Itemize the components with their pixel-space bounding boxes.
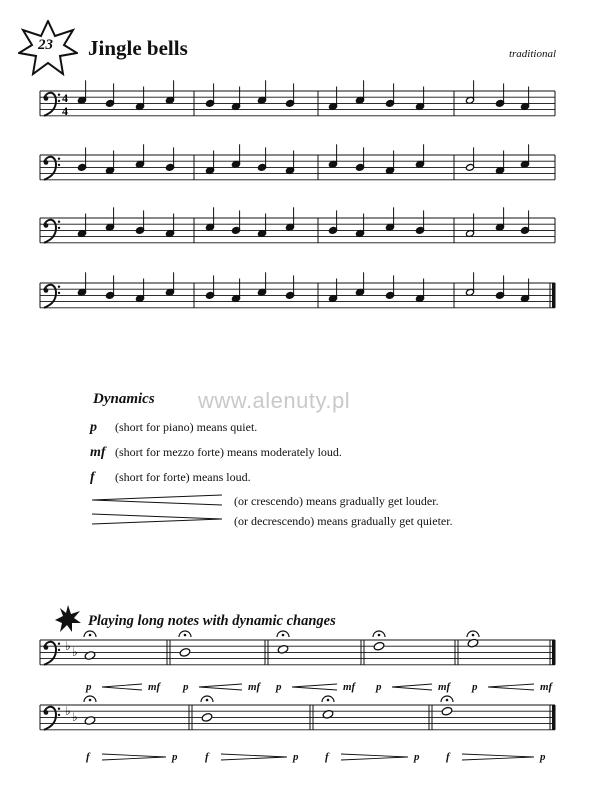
dynamic-symbol: f — [90, 470, 95, 485]
hairpin-icon — [488, 687, 534, 690]
hairpin-icon — [221, 754, 287, 757]
decrescendo-description: (or decrescendo) means gradually get quieter. — [234, 514, 453, 528]
dynamic-mark: mf — [438, 681, 451, 693]
hairpin-icon — [199, 687, 242, 690]
fermata-icon — [327, 699, 330, 702]
note-head — [201, 712, 213, 722]
dynamics-item — [90, 445, 342, 461]
dynamic-mark: mf — [148, 681, 161, 693]
dynamic-mark: f — [205, 751, 209, 763]
bass-clef-icon — [44, 710, 49, 715]
note-head — [373, 641, 385, 651]
piece-credit: traditional — [508, 48, 556, 60]
flat-icon: ♭ — [65, 639, 71, 653]
hairpin-icon — [221, 757, 287, 760]
dynamic-description: (short for piano) means quiet. — [115, 420, 258, 434]
bass-clef-icon — [58, 94, 60, 96]
bass-clef-icon — [58, 100, 60, 102]
dynamics-item — [90, 420, 257, 436]
dynamic-mark: p — [376, 681, 382, 693]
bass-clef-icon — [58, 286, 60, 288]
bass-clef-icon — [58, 164, 60, 166]
dynamic-mark: f — [325, 751, 329, 763]
dynamics-item — [90, 470, 251, 486]
crescendo-hairpin-icon — [92, 495, 222, 505]
bass-clef-icon — [44, 96, 49, 101]
dynamic-symbol: p — [90, 420, 97, 435]
hairpin-icon — [102, 754, 166, 757]
hairpin-icon — [102, 687, 142, 690]
hairpin-icon — [462, 754, 534, 757]
hairpin-icon — [488, 684, 534, 687]
decrescendo-hairpin-icon — [92, 514, 222, 524]
flat-icon: ♭ — [72, 710, 78, 724]
hairpin-icon — [392, 687, 432, 690]
final-barline — [552, 640, 556, 665]
dynamic-mark: p — [540, 751, 546, 763]
dynamic-mark: f — [86, 751, 90, 763]
flat-icon: ♭ — [65, 704, 71, 718]
hairpin-icon — [462, 757, 534, 760]
fermata-icon — [184, 634, 187, 637]
fermata-icon — [89, 634, 92, 637]
dynamics-heading: Dynamics — [93, 391, 155, 407]
time-signature: 4 — [62, 104, 68, 118]
fermata-icon — [378, 634, 381, 637]
dynamic-mark: mf — [248, 681, 261, 693]
dynamic-mark: mf — [540, 681, 553, 693]
fermata-icon — [446, 699, 449, 702]
piece-number: 23 — [38, 37, 53, 53]
time-signature: 4 — [62, 91, 68, 105]
bass-clef-icon — [44, 645, 49, 650]
bass-clef-icon — [58, 714, 60, 716]
dynamic-mark: p — [276, 681, 282, 693]
watermark: www.alenuty.pl — [198, 388, 351, 413]
piece-title: Jingle bells — [88, 36, 188, 60]
hairpin-icon — [199, 684, 242, 687]
dynamic-mark: p — [414, 751, 420, 763]
fermata-icon — [206, 699, 209, 702]
note-head — [441, 706, 453, 716]
dynamic-mark: p — [86, 681, 92, 693]
bass-clef-icon — [58, 708, 60, 710]
dynamic-mark: mf — [343, 681, 356, 693]
exercise-heading: Playing long notes with dynamic changes — [88, 613, 336, 629]
dynamic-mark: f — [446, 751, 450, 763]
bass-clef-icon — [44, 288, 49, 293]
bass-clef-icon — [58, 221, 60, 223]
fermata-icon — [89, 699, 92, 702]
bass-clef-icon — [58, 227, 60, 229]
hairpin-icon — [102, 684, 142, 687]
bass-clef-icon — [44, 223, 49, 228]
star-icon — [55, 605, 81, 633]
hairpin-icon — [392, 684, 432, 687]
dynamic-description: (short for forte) means loud. — [115, 470, 251, 484]
fermata-icon — [282, 634, 285, 637]
dynamic-mark: p — [183, 681, 189, 693]
hairpin-icons — [90, 494, 225, 528]
dynamic-description: (short for mezzo forte) means moderately loud. — [115, 445, 342, 459]
dynamic-mark: p — [172, 751, 178, 763]
bass-clef-icon — [58, 643, 60, 645]
hairpin-icon — [292, 684, 337, 687]
fermata-icon — [472, 634, 475, 637]
dynamic-mark: p — [472, 681, 478, 693]
bass-clef-icon — [44, 160, 49, 165]
dynamic-mark: p — [293, 751, 299, 763]
final-barline — [552, 705, 556, 730]
flat-icon: ♭ — [72, 645, 78, 659]
bass-clef-icon — [58, 649, 60, 651]
note-head — [179, 647, 191, 657]
hairpin-icon — [341, 754, 408, 757]
hairpin-icon — [292, 687, 337, 690]
hairpin-icon — [102, 757, 166, 760]
final-barline — [552, 283, 556, 308]
bass-clef-icon — [58, 292, 60, 294]
crescendo-description: (or crescendo) means gradually get louder. — [234, 494, 439, 508]
dynamic-symbol: mf — [90, 445, 106, 460]
hairpin-icon — [341, 757, 408, 760]
bass-clef-icon — [58, 158, 60, 160]
